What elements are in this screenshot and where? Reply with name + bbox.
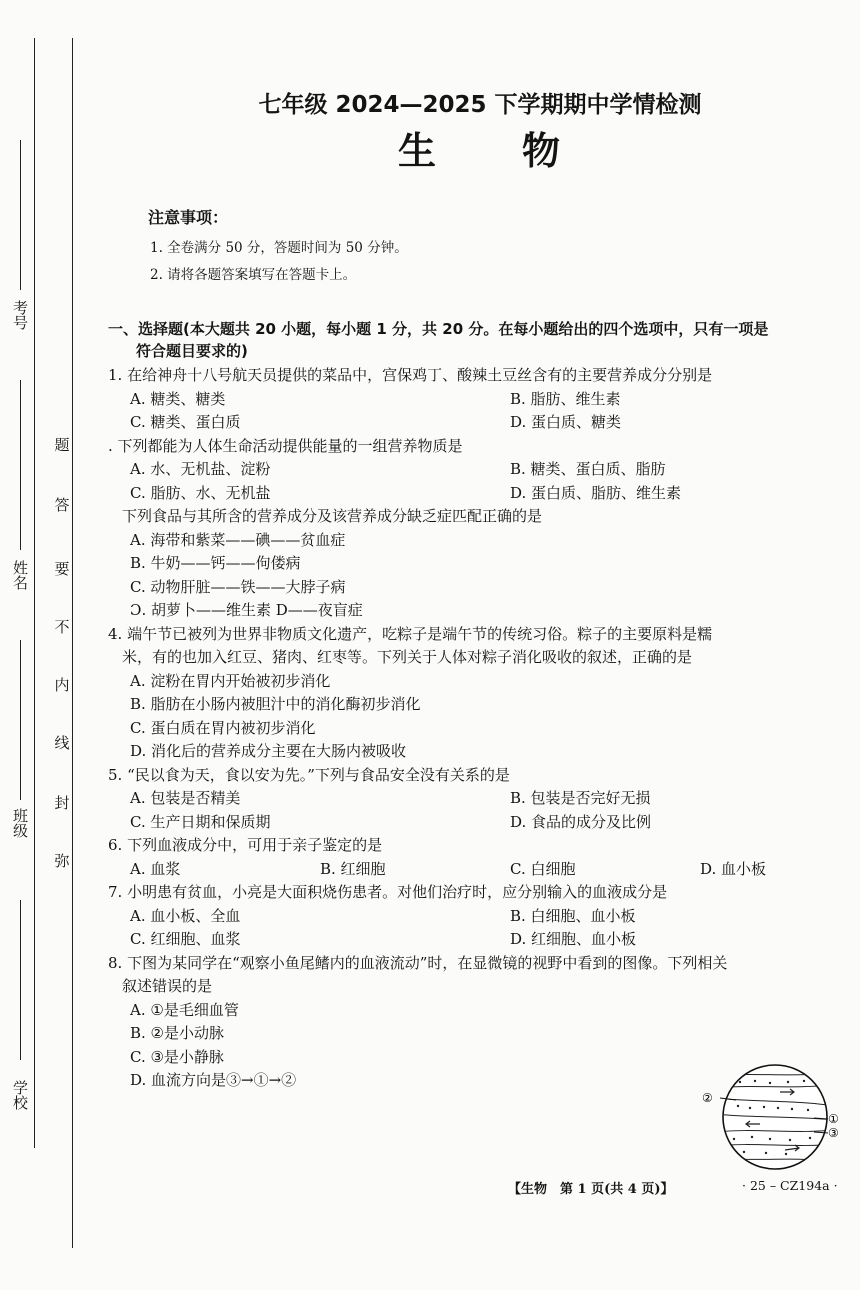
class-label: 班级 (11, 808, 29, 838)
option: A. 血浆 (130, 859, 181, 878)
option: C. 动物肝脏——铁——大脖子病 (130, 577, 346, 596)
margin-line-outer (34, 38, 35, 1148)
school-label: 学校 (11, 1080, 29, 1110)
seal-char: 不 (54, 618, 70, 636)
question-stem: 下列食品与其所含的营养成分及该营养成分缺乏症匹配正确的是 (122, 507, 543, 525)
figure-label-1: ① (828, 1112, 839, 1126)
option: D. 红细胞、血小板 (510, 930, 637, 948)
paper-code: · 25 – CZ194a · (742, 1178, 838, 1193)
name-label: 姓名 (11, 560, 29, 590)
option: A. 淀粉在胃内开始被初步消化 (130, 671, 331, 690)
microscope-view-figure (700, 1062, 840, 1172)
seal-char: 封 (54, 794, 70, 812)
option: D. 血流方向是③→①→② (130, 1071, 297, 1089)
option: B. 包装是否完好无损 (510, 789, 651, 807)
notice-heading: 注意事项： (148, 208, 229, 227)
option: B. 糖类、蛋白质、脂肪 (510, 460, 666, 478)
question-stem: 1. 在给神舟十八号航天员提供的菜品中，宫保鸡丁、酸辣土豆丝含有的主要营养成分分别是 (108, 366, 713, 384)
notice-item: 1. 全卷满分 50 分，答题时间为 50 分钟。 (150, 240, 408, 256)
option: C. 生产日期和保质期 (130, 812, 271, 831)
seal-char: 答 (54, 496, 70, 514)
question-stem: 7. 小明患有贫血，小亮是大面积烧伤患者。对他们治疗时，应分别输入的血液成分是 (108, 883, 668, 901)
option-row (108, 787, 850, 811)
section-heading-line2: 符合题目要求的) (136, 342, 248, 360)
notice-item: 2. 请将各题答案填写在答题卡上。 (150, 267, 357, 283)
option: Ɔ. 胡萝卜——维生素 D——夜盲症 (130, 601, 363, 619)
option: D. 食品的成分及比例 (510, 812, 652, 831)
option: A. ①是毛细血管 (130, 1000, 239, 1019)
question-stem: 6. 下列血液成分中，可用于亲子鉴定的是 (108, 836, 383, 854)
option-row (108, 388, 850, 412)
seal-char: 线 (54, 734, 70, 752)
exam-no-label: 考号 (11, 300, 29, 330)
seal-char: 要 (54, 560, 70, 578)
option: B. ②是小动脉 (130, 1024, 225, 1042)
option-row (108, 458, 850, 482)
seal-char: 弥 (54, 852, 70, 870)
margin-line-inner (72, 38, 73, 1248)
option: A. 糖类、糖类 (130, 389, 226, 408)
page-footer: 【生物 第 1 页(共 4 页)】 (508, 1182, 674, 1197)
option: D. 蛋白质、脂肪、维生素 (510, 483, 682, 502)
option-row (108, 928, 850, 952)
option: A. 包装是否精美 (130, 789, 241, 807)
option: C. ③是小静脉 (130, 1047, 224, 1066)
question-stem: 4. 端午节已被列为世界非物质文化遗产，吃粽子是端午节的传统习俗。粽子的主要原料是糯 (108, 624, 713, 643)
question-stem: . 下列都能为人体生命活动提供能量的一组营养物质是 (108, 436, 463, 455)
question-stem: 8. 下图为某同学在“观察小鱼尾鳍内的血液流动”时，在显微镜的视野中看到的图像。下列相关 (108, 953, 728, 972)
option: D. 血小板 (700, 859, 767, 878)
section-heading (108, 318, 850, 362)
option: C. 糖类、蛋白质 (130, 413, 241, 431)
option: D. 消化后的营养成分主要在大肠内被吸收 (130, 742, 407, 760)
option: A. 水、无机盐、淀粉 (130, 460, 271, 478)
option: D. 蛋白质、糖类 (510, 413, 622, 431)
figure-label-2: ② (702, 1091, 713, 1105)
question-stem: 5. “民以食为天，食以安为先。”下列与食品安全没有关系的是 (108, 765, 510, 784)
option: C. 白细胞 (510, 859, 576, 878)
question-section (108, 318, 850, 1093)
exam-title: 七年级 2024—2025 下学期期中学情检测 (258, 92, 702, 118)
question-stem-cont: 米，有的也加入红豆、猪肉、红枣等。下列关于人体对粽子消化吸收的叙述，正确的是 (122, 648, 693, 666)
option: B. 白细胞、血小板 (510, 906, 636, 925)
option-row (108, 411, 850, 435)
option-row (108, 811, 850, 835)
option: A. 海带和紫菜——碘——贫血症 (130, 530, 346, 549)
option-row (108, 858, 850, 882)
question-stem-cont: 叙述错误的是 (122, 977, 213, 995)
school-underline (20, 900, 21, 1060)
subject-char: 物 (522, 129, 563, 173)
option: A. 血小板、全血 (130, 906, 241, 925)
option: B. 红细胞 (320, 859, 386, 878)
subject-char: 生 (397, 129, 438, 173)
figure-label-3: ③ (828, 1126, 839, 1140)
subject-title (0, 120, 860, 175)
option-row (108, 905, 850, 929)
section-heading-line1: 一、选择题(本大题共 20 小题，每小题 1 分，共 20 分。在每小题给出的四个选项中，只有一项是 (108, 320, 769, 338)
name-underline (20, 380, 21, 550)
option: B. 脂肪在小肠内被胆汁中的消化酶初步消化 (130, 695, 421, 713)
option: C. 红细胞、血浆 (130, 930, 241, 948)
class-underline (20, 640, 21, 800)
seal-char: 题 (54, 436, 70, 454)
option: B. 牛奶——钙——佝偻病 (130, 554, 301, 572)
option: B. 脂肪、维生素 (510, 389, 621, 408)
seal-char: 内 (54, 676, 70, 694)
option: C. 蛋白质在胃内被初步消化 (130, 718, 316, 737)
option-row (108, 482, 850, 506)
option: C. 脂肪、水、无机盐 (130, 483, 271, 502)
